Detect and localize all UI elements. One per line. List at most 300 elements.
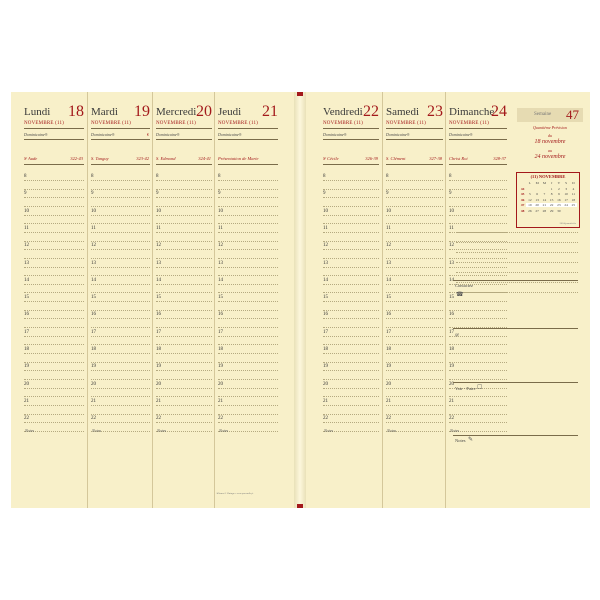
dominicaine-label: Dominicaine® [449,132,473,137]
mini-calendar-day[interactable]: 19 [528,203,532,207]
half-hour-line[interactable] [24,223,84,224]
hour-line[interactable] [91,232,150,233]
hour-line[interactable] [386,370,443,371]
mini-calendar-day[interactable]: 25 [571,203,576,207]
half-hour-line[interactable] [24,396,84,397]
mini-calendar-day[interactable]: 8 [550,192,553,196]
half-hour-line[interactable] [91,223,150,224]
mini-calendar-day[interactable]: 26 [528,208,532,213]
hour-label: 8 [449,174,452,179]
hour-line[interactable] [323,215,379,216]
hour-label: 15 [24,295,29,301]
half-hour-line[interactable] [24,362,84,363]
hour-line[interactable] [24,336,84,337]
hour-line[interactable] [449,353,507,354]
hour-line[interactable] [386,197,443,198]
hour-line[interactable] [386,232,443,233]
mini-calendar-day[interactable]: 12 [528,197,532,202]
half-hour-line[interactable] [156,379,212,380]
hour-label: 22 [323,416,328,422]
hour-line[interactable] [156,353,212,354]
hour-line[interactable] [218,267,278,268]
half-hour-line[interactable] [91,275,150,276]
half-hour-line[interactable] [91,241,150,242]
half-hour-line[interactable] [24,292,84,293]
hour-label: 9 [218,191,221,197]
checkbox-icon[interactable]: ☐ [477,385,483,391]
hour-line[interactable] [218,180,278,181]
side-writing-line[interactable] [456,272,578,273]
hour-line[interactable] [218,370,278,371]
hour-label: 13 [156,260,161,266]
hour-line[interactable] [218,318,278,319]
hour-line[interactable] [449,267,507,268]
half-hour-line[interactable] [218,258,278,259]
hour-line[interactable] [24,197,84,198]
side-writing-line[interactable] [456,252,578,253]
half-hour-line[interactable] [156,241,212,242]
month-label: NOVEMBRE (11) [323,121,364,126]
hour-line[interactable] [156,232,212,233]
header-rule [386,139,443,140]
side-writing-line[interactable] [456,232,578,233]
quantieme-text: du [548,133,552,138]
hour-line[interactable] [91,422,150,423]
hour-line[interactable] [24,215,84,216]
half-hour-line[interactable] [24,241,84,242]
half-hour-line[interactable] [386,223,443,224]
saint-name: S. Clément [386,156,406,161]
half-hour-line[interactable] [386,379,443,380]
hour-line[interactable] [91,284,150,285]
half-hour-line[interactable] [449,379,507,380]
hour-label: 15 [323,295,328,301]
mini-calendar-day[interactable]: 22 [549,203,554,207]
mini-calendar-day[interactable]: 9 [558,192,560,196]
hour-line[interactable] [323,388,379,389]
hour-line[interactable] [156,215,212,216]
hour-line[interactable] [156,422,212,423]
hour-line[interactable] [218,353,278,354]
mini-calendar-day[interactable]: 6 [536,192,538,196]
hour-line[interactable] [24,232,84,233]
mini-calendar-day[interactable]: 17 [564,197,568,202]
half-hour-line[interactable] [386,241,443,242]
half-hour-line[interactable] [323,292,379,293]
half-hour-line[interactable] [449,189,507,190]
half-hour-line[interactable] [449,396,507,397]
day-header [24,103,84,120]
mini-calendar-day[interactable]: 1 [550,186,553,191]
hour-label: 15 [386,295,391,301]
mini-calendar-day[interactable]: 28 [542,208,547,213]
hour-line[interactable] [218,336,278,337]
hour-line[interactable] [24,267,84,268]
hour-label: 21 [386,398,391,404]
left-day-column [87,92,153,508]
half-hour-line[interactable] [218,241,278,242]
half-hour-line[interactable] [218,275,278,276]
half-hour-line[interactable] [91,310,150,311]
mini-calendar-day[interactable]: 13 [535,197,539,202]
half-hour-line[interactable] [449,344,507,345]
half-hour-line[interactable] [156,362,212,363]
half-hour-line[interactable] [323,362,379,363]
hour-line[interactable] [91,197,150,198]
half-hour-line[interactable] [449,275,507,276]
hour-line[interactable] [323,232,379,233]
hour-line[interactable] [24,353,84,354]
mini-calendar-day[interactable]: 29 [549,208,554,213]
half-hour-line[interactable] [323,327,379,328]
hour-line[interactable] [218,197,278,198]
dominicaine-label: Dominicaine® [323,132,347,137]
hour-label: 13 [218,260,223,266]
hour-label: 20 [24,381,29,387]
mini-calendar-day [526,187,533,191]
half-hour-line[interactable] [449,258,507,259]
hour-line[interactable] [323,301,379,302]
half-hour-line[interactable] [218,327,278,328]
mini-calendar-week-number: 47 [520,203,525,207]
half-hour-line[interactable] [449,206,507,207]
hour-line[interactable] [386,180,443,181]
hour-line[interactable] [449,370,507,371]
day-name: Jeudi [218,106,242,118]
hour-line[interactable] [91,370,150,371]
half-hour-line[interactable] [386,344,443,345]
side-writing-line[interactable] [456,262,578,263]
half-hour-line[interactable] [24,206,84,207]
mini-calendar-day[interactable]: 4 [572,186,575,191]
mini-calendar-weekday: J [550,181,553,185]
half-hour-line[interactable] [218,414,278,415]
hour-line[interactable] [156,388,212,389]
half-hour-line[interactable] [323,189,379,190]
hour-label: 16 [156,312,161,318]
day-number: 24 [491,103,507,120]
mini-calendar-day[interactable]: 10 [564,192,568,196]
hour-line[interactable] [449,180,507,181]
hour-line[interactable] [323,336,379,337]
half-hour-line[interactable] [24,310,84,311]
half-hour-line[interactable] [323,379,379,380]
week-number: 47 [566,107,579,122]
hour-line[interactable] [218,232,278,233]
header-rule [218,139,278,140]
day-number: 18 [68,103,84,120]
hour-label: 19 [386,364,391,370]
hour-line[interactable] [386,284,443,285]
hour-line[interactable] [386,422,443,423]
side-writing-line[interactable] [456,282,578,283]
hour-line[interactable] [218,249,278,250]
day-number: 20 [196,103,212,120]
hour-line[interactable] [91,249,150,250]
hour-line[interactable] [449,301,507,302]
hour-label: 8 [218,174,221,179]
half-hour-line[interactable] [91,379,150,380]
half-hour-line[interactable] [218,310,278,311]
mini-calendar-day[interactable]: 15 [549,197,554,202]
hour-line[interactable] [218,405,278,406]
hour-label: 10 [156,208,161,214]
mini-calendar-day[interactable]: 30 [557,208,561,213]
hour-line[interactable] [386,353,443,354]
hour-line[interactable] [218,284,278,285]
half-hour-line[interactable] [218,189,278,190]
half-hour-line[interactable] [323,275,379,276]
hour-line[interactable] [386,301,443,302]
half-hour-line[interactable] [24,258,84,259]
half-hour-line[interactable] [91,327,150,328]
hour-line[interactable] [218,215,278,216]
half-hour-line[interactable] [24,379,84,380]
half-hour-line[interactable] [386,327,443,328]
hour-line[interactable] [24,284,84,285]
half-hour-line[interactable] [386,206,443,207]
half-hour-line[interactable] [386,362,443,363]
hour-line[interactable] [218,422,278,423]
half-hour-line[interactable] [323,396,379,397]
half-hour-line[interactable] [91,362,150,363]
hour-line[interactable] [24,301,84,302]
right-day-column [382,92,446,508]
hour-line[interactable] [449,422,507,423]
half-hour-line[interactable] [91,258,150,259]
hour-line[interactable] [323,249,379,250]
half-hour-line[interactable] [218,379,278,380]
hour-line[interactable] [156,267,212,268]
hour-line[interactable] [91,267,150,268]
hour-line[interactable] [91,301,150,302]
hour-line[interactable] [323,284,379,285]
day-count: 326-39 [365,156,378,161]
half-hour-line[interactable] [156,344,212,345]
notes-label: Notes [25,427,35,433]
header-rule [323,139,379,140]
hour-line[interactable] [449,318,507,319]
side-writing-line[interactable] [456,242,578,243]
hour-line[interactable] [91,388,150,389]
mini-calendar-day[interactable]: 3 [565,186,567,191]
half-hour-line[interactable] [156,327,212,328]
half-hour-line[interactable] [323,310,379,311]
hour-line[interactable] [323,353,379,354]
hour-line[interactable] [449,249,507,250]
half-hour-line[interactable] [386,396,443,397]
half-hour-line[interactable] [218,223,278,224]
mini-calendar-day[interactable]: 24 [564,203,568,207]
hour-line[interactable] [386,405,443,406]
half-hour-line[interactable] [156,275,212,276]
hour-line[interactable] [218,301,278,302]
hour-label: 10 [449,208,454,214]
hour-line[interactable] [24,388,84,389]
euro-icon: € [147,132,149,137]
hour-line[interactable] [449,215,507,216]
hour-line[interactable] [449,197,507,198]
mini-calendar-day[interactable]: 2 [558,186,560,191]
mini-calendar-day[interactable]: 16 [557,197,561,202]
saint-rule [386,164,443,165]
half-hour-line[interactable] [218,344,278,345]
hour-label: 15 [156,295,161,301]
notes-label: Notes [219,427,229,433]
hour-line[interactable] [323,370,379,371]
day-header [386,103,443,120]
hour-line[interactable] [156,405,212,406]
half-hour-line[interactable] [156,258,212,259]
half-hour-line[interactable] [156,206,212,207]
hour-line[interactable] [323,267,379,268]
hour-line[interactable] [323,197,379,198]
half-hour-line[interactable] [386,310,443,311]
half-hour-line[interactable] [386,189,443,190]
hour-line[interactable] [323,180,379,181]
half-hour-line[interactable] [449,362,507,363]
hour-line[interactable] [91,318,150,319]
hour-line[interactable] [91,180,150,181]
hour-label: 15 [218,295,223,301]
half-hour-line[interactable] [24,344,84,345]
month-label: NOVEMBRE (11) [386,121,427,126]
mini-calendar-week-number: 44 [520,186,525,191]
notes-label: Notes [450,427,460,433]
half-hour-line[interactable] [323,241,379,242]
half-hour-line[interactable] [218,362,278,363]
hour-label: 22 [386,416,391,422]
hour-line[interactable] [156,197,212,198]
half-hour-line[interactable] [156,310,212,311]
half-hour-line[interactable] [91,189,150,190]
half-hour-line[interactable] [24,275,84,276]
hour-line[interactable] [386,318,443,319]
half-hour-line[interactable] [24,327,84,328]
hour-line[interactable] [156,336,212,337]
mini-calendar-day[interactable]: 18 [571,197,576,202]
hour-line[interactable] [24,422,84,423]
hour-line[interactable] [449,405,507,406]
hour-label: 9 [386,191,389,197]
hour-line[interactable] [386,267,443,268]
saint-name: S. Edmond [156,156,176,161]
hour-line[interactable] [91,336,150,337]
half-hour-line[interactable] [323,258,379,259]
hour-line[interactable] [386,249,443,250]
half-hour-line[interactable] [386,258,443,259]
day-number: 19 [134,103,150,120]
half-hour-line[interactable] [386,292,443,293]
hour-label: 21 [323,398,328,404]
hour-line[interactable] [156,284,212,285]
binding-spine [294,92,306,508]
half-hour-line[interactable] [91,396,150,397]
half-hour-line[interactable] [91,292,150,293]
hour-line[interactable] [218,388,278,389]
hour-line[interactable] [386,215,443,216]
hour-line[interactable] [323,422,379,423]
half-hour-line[interactable] [386,275,443,276]
hour-line[interactable] [24,249,84,250]
day-header [449,103,507,120]
half-hour-line[interactable] [449,223,507,224]
half-hour-line[interactable] [386,414,443,415]
half-hour-line[interactable] [24,414,84,415]
hour-line[interactable] [24,318,84,319]
saint-name: Sᵗ Aude [24,156,38,161]
half-hour-line[interactable] [156,396,212,397]
half-hour-line[interactable] [156,414,212,415]
hour-line[interactable] [156,318,212,319]
mini-calendar-day[interactable]: 14 [542,197,547,202]
half-hour-line[interactable] [323,414,379,415]
header-rule [449,128,507,129]
hour-line[interactable] [323,318,379,319]
hour-line[interactable] [386,388,443,389]
mini-calendar-day[interactable]: 21 [542,203,547,207]
hour-line[interactable] [323,405,379,406]
month-label: NOVEMBRE (11) [218,121,259,126]
half-hour-line[interactable] [156,223,212,224]
hour-line[interactable] [156,301,212,302]
hour-line[interactable] [91,353,150,354]
half-hour-line[interactable] [449,310,507,311]
half-hour-line[interactable] [323,223,379,224]
mini-calendar-day[interactable]: 7 [543,192,546,196]
binding-stitch-top [297,92,303,96]
mini-calendar-week-number: 46 [520,197,525,202]
hour-label: 19 [449,364,454,370]
half-hour-line[interactable] [323,206,379,207]
hour-line[interactable] [156,249,212,250]
hour-line[interactable] [24,180,84,181]
half-hour-line[interactable] [91,206,150,207]
half-hour-line[interactable] [156,292,212,293]
half-hour-line[interactable] [449,414,507,415]
mini-calendar-day[interactable]: 11 [571,192,576,196]
hour-label: 20 [91,381,96,387]
hour-line[interactable] [91,215,150,216]
hour-label: 8 [91,174,94,179]
hour-line[interactable] [91,405,150,406]
half-hour-line[interactable] [91,414,150,415]
hour-label: 22 [91,416,96,422]
half-hour-line[interactable] [218,292,278,293]
hour-line[interactable] [156,180,212,181]
hour-label: 10 [218,208,223,214]
hour-label: 9 [449,191,452,197]
hour-line[interactable] [24,405,84,406]
header-rule [24,139,84,140]
hour-line[interactable] [24,370,84,371]
half-hour-line[interactable] [218,206,278,207]
half-hour-line[interactable] [156,189,212,190]
hour-label: 8 [24,174,27,179]
mini-calendar-day[interactable]: 27 [535,208,539,213]
side-writing-line[interactable] [456,292,578,293]
mini-calendar-day [541,187,548,191]
half-hour-line[interactable] [323,344,379,345]
hour-line[interactable] [386,336,443,337]
mini-calendar-day[interactable]: 23 [557,203,561,207]
mini-calendar-day[interactable]: 20 [535,203,539,207]
hour-line[interactable] [156,370,212,371]
mini-calendar-day[interactable]: 5 [529,192,531,196]
half-hour-line[interactable] [218,396,278,397]
half-hour-line[interactable] [91,344,150,345]
half-hour-line[interactable] [24,189,84,190]
